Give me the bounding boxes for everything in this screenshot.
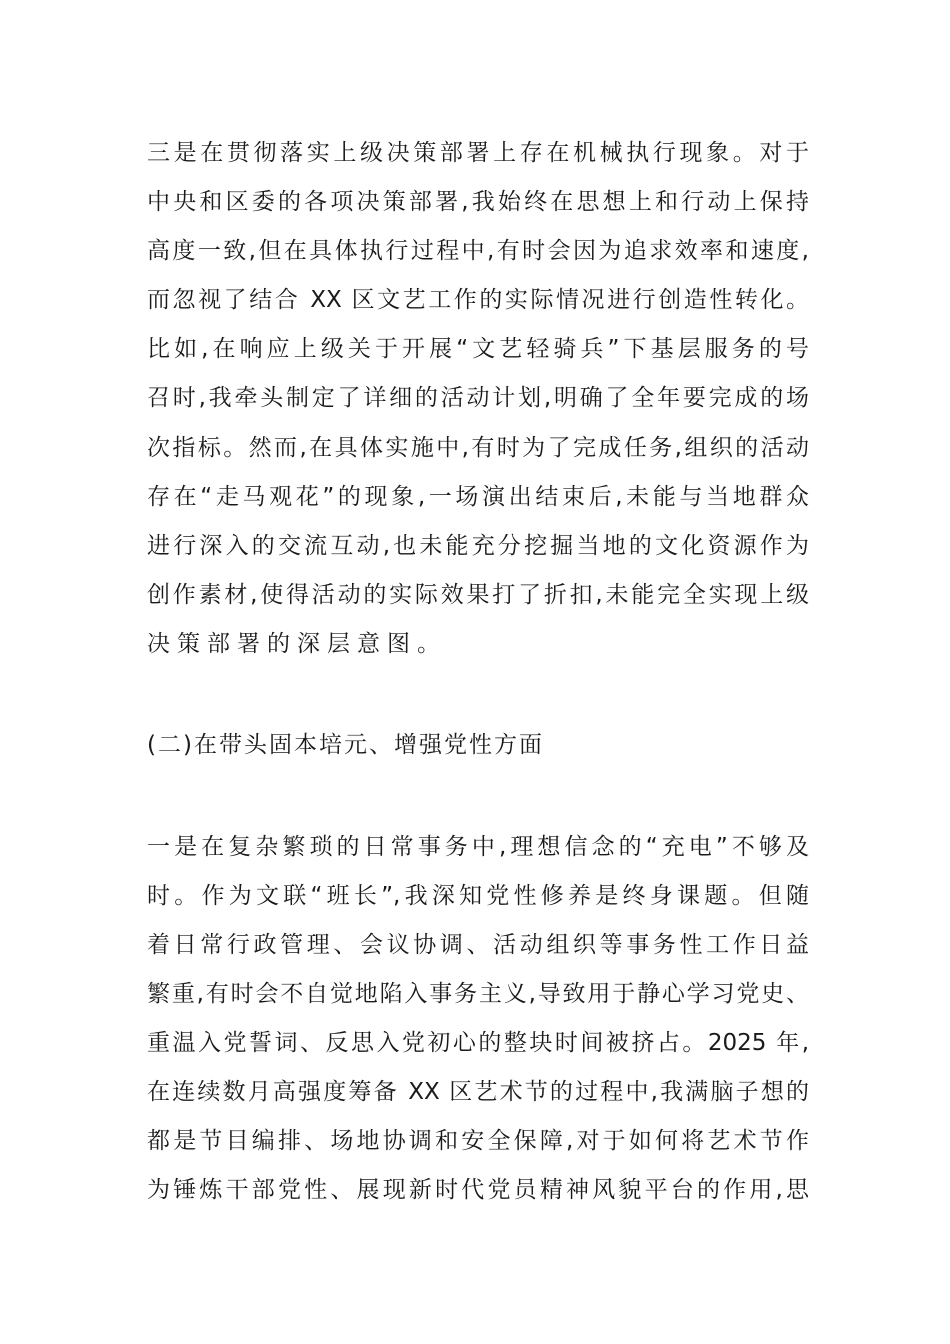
text-line: 创作素材,使得活动的实际效果打了折扣,未能完全实现上级 bbox=[147, 582, 809, 608]
text-line: 进行深入的交流互动,也未能充分挖掘当地的文化资源作为 bbox=[147, 533, 809, 559]
text-line: 中央和区委的各项决策部署,我始终在思想上和行动上保持 bbox=[147, 189, 809, 215]
text-line: 决策部署的深层意图。 bbox=[147, 631, 447, 657]
text-line: 一是在复杂繁琐的日常事务中,理想信念的“充电”不够及 bbox=[147, 834, 809, 860]
text-line: 在连续数月高强度筹备 XX 区艺术节的过程中,我满脑子想的 bbox=[147, 1079, 809, 1105]
text-line: 重温入党誓词、反思入党初心的整块时间被挤占。2025 年, bbox=[147, 1030, 809, 1056]
text-line: 召时,我牵头制定了详细的活动计划,明确了全年要完成的场 bbox=[147, 385, 809, 411]
text-line: 比如,在响应上级关于开展“文艺轻骑兵”下基层服务的号 bbox=[147, 336, 809, 362]
text-line: 都是节目编排、场地协调和安全保障,对于如何将艺术节作 bbox=[147, 1128, 809, 1154]
text-line: 三是在贯彻落实上级决策部署上存在机械执行现象。对于 bbox=[147, 140, 809, 166]
text-line: 高度一致,但在具体执行过程中,有时会因为追求效率和速度, bbox=[147, 238, 809, 264]
text-line: 次指标。然而,在具体实施中,有时为了完成任务,组织的活动 bbox=[147, 435, 809, 461]
text-line: 着日常行政管理、会议协调、活动组织等事务性工作日益 bbox=[147, 932, 809, 958]
text-line: 繁重,有时会不自觉地陷入事务主义,导致用于静心学习党史、 bbox=[147, 981, 809, 1007]
text-line: 而忽视了结合 XX 区文艺工作的实际情况进行创造性转化。 bbox=[147, 287, 809, 313]
text-line: 为锤炼干部党性、展现新时代党员精神风貌平台的作用,思 bbox=[147, 1177, 809, 1203]
section-heading: (二)在带头固本培元、增强党性方面 bbox=[147, 732, 544, 758]
text-line: 存在“走马观花”的现象,一场演出结束后,未能与当地群众 bbox=[147, 484, 809, 510]
text-line: 时。作为文联“班长”,我深知党性修养是终身课题。但随 bbox=[147, 883, 809, 909]
